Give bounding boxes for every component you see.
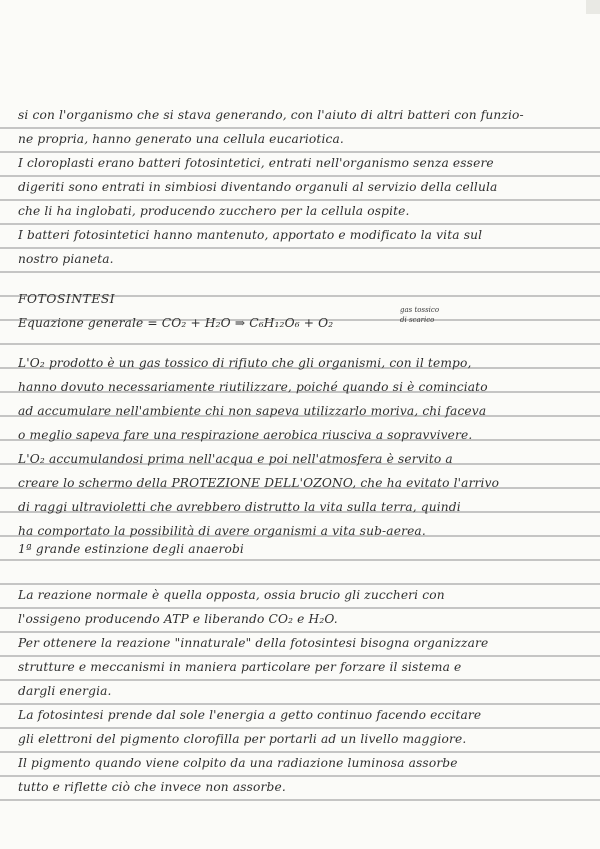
text-line: nostro pianeta. xyxy=(18,252,114,266)
equation: Equazione generale = CO₂ + H₂O ⇒ C₆H₁₂O₆ + O₂ xyxy=(18,316,334,330)
text-line: L'O₂ prodotto è un gas tossico di rifiuto che gli organismi, con il tempo, xyxy=(18,356,472,370)
text-line: Il pigmento quando viene colpito da una radiazione luminosa assorbe xyxy=(18,756,458,770)
text-line: 1ª grande estinzione degli anaerobi xyxy=(18,542,244,556)
text-line: creare lo schermo della PROTEZIONE DELL'OZONO, che ha evitato l'arrivo xyxy=(18,476,500,490)
text-line: dargli energia. xyxy=(18,684,112,698)
text-line: hanno dovuto necessariamente riutilizzare, poiché quando si è cominciato xyxy=(18,380,488,394)
text-line: strutture e meccanismi in maniera particolare per forzare il sistema e xyxy=(18,660,462,674)
text-line: si con l'organismo che si stava generando, con l'aiuto di altri batteri con funzio- xyxy=(18,108,524,122)
text-line: La fotosintesi prende dal sole l'energia a getto continuo facendo eccitare xyxy=(18,708,482,722)
equation-note: di scarico xyxy=(400,316,435,324)
text-line: I batteri fotosintetici hanno mantenuto, apportato e modificato la vita sul xyxy=(18,228,483,242)
equation-note: gas tossico xyxy=(400,306,440,314)
text-line: digeriti sono entrati in simbiosi diventando organuli al servizio della cellula xyxy=(18,180,498,194)
text-line: ha comportato la possibilità di avere organismi a vita sub-aerea. xyxy=(18,524,426,538)
text-line: di raggi ultravioletti che avrebbero distrutto la vita sulla terra, quindi xyxy=(18,500,461,514)
text-line: ne propria, hanno generato una cellula eucariotica. xyxy=(18,132,344,146)
text-line: che li ha inglobati, producendo zucchero per la cellula ospite. xyxy=(18,204,410,218)
text-line: L'O₂ accumulandosi prima nell'acqua e poi nell'atmosfera è servito a xyxy=(18,452,453,466)
text-line: ad accumulare nell'ambiente chi non sapeva utilizzarlo moriva, chi faceva xyxy=(18,404,487,418)
text-line: l'ossigeno producendo ATP e liberando CO₂ e H₂O. xyxy=(18,612,338,626)
text-line: gli elettroni del pigmento clorofilla per portarli ad un livello maggiore. xyxy=(18,732,467,746)
text-line: tutto e riflette ciò che invece non assorbe. xyxy=(18,780,286,794)
text-line: La reazione normale è quella opposta, ossia brucio gli zuccheri con xyxy=(18,588,445,602)
text-line: o meglio sapeva fare una respirazione aerobica riusciva a sopravvivere. xyxy=(18,428,473,442)
text-line: I cloroplasti erano batteri fotosintetici, entrati nell'organismo senza essere xyxy=(18,156,494,170)
text-line: Per ottenere la reazione "innaturale" della fotosintesi bisogna organizzare xyxy=(18,636,489,650)
section-heading: FOTOSINTESI xyxy=(18,292,116,306)
page-corner xyxy=(586,0,600,14)
